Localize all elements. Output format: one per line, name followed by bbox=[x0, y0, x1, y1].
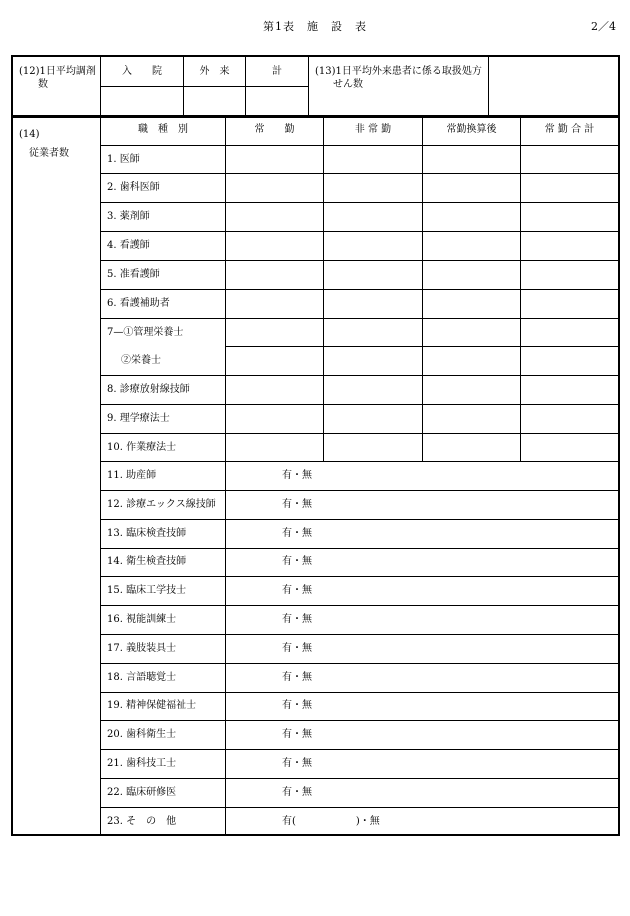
staff-count-input[interactable] bbox=[324, 405, 422, 433]
yes-no-choice[interactable]: 有・無 bbox=[282, 758, 312, 769]
row-label: 4. 看護師 bbox=[107, 240, 150, 251]
staff-count-input[interactable] bbox=[226, 405, 323, 433]
divider bbox=[101, 461, 619, 462]
row-label: 6. 看護補助者 bbox=[107, 298, 170, 309]
row-label: 16. 視能訓練士 bbox=[107, 614, 177, 625]
staff-count-input[interactable] bbox=[226, 319, 323, 346]
divider bbox=[101, 490, 619, 491]
staff-count-input[interactable] bbox=[324, 434, 422, 461]
staff-count-input[interactable] bbox=[521, 405, 619, 433]
yes-no-choice[interactable]: 有・無 bbox=[282, 643, 312, 654]
divider bbox=[101, 576, 619, 577]
prescription-count-input[interactable] bbox=[489, 57, 618, 115]
col-inpatient: 入 院 bbox=[122, 66, 162, 77]
section14-label: (14) bbox=[19, 129, 40, 140]
yes-no-choice[interactable]: 有・無 bbox=[282, 614, 312, 625]
row-label: 13. 臨床検査技師 bbox=[107, 528, 187, 539]
staff-count-input[interactable] bbox=[324, 203, 422, 231]
staff-count-input[interactable] bbox=[226, 290, 323, 318]
section12-label-cont: 数 bbox=[38, 79, 48, 90]
divider bbox=[101, 548, 619, 549]
staff-count-input[interactable] bbox=[423, 261, 520, 289]
row-label: 1. 医師 bbox=[107, 154, 140, 165]
header-converted: 常勤換算後 bbox=[446, 124, 497, 135]
divider bbox=[101, 807, 619, 808]
staff-count-input[interactable] bbox=[226, 261, 323, 289]
staff-count-input[interactable] bbox=[521, 376, 619, 404]
staff-count-input[interactable] bbox=[226, 174, 323, 202]
col-total: 計 bbox=[272, 66, 282, 77]
row-label: 19. 精神保健福祉士 bbox=[107, 700, 197, 711]
row-label: 14. 衛生検査技師 bbox=[107, 556, 187, 567]
yes-no-choice[interactable]: 有・無 bbox=[282, 470, 312, 481]
row-label: 5. 准看護師 bbox=[107, 269, 160, 280]
staff-count-input[interactable] bbox=[423, 146, 520, 173]
row-label: 9. 理学療法士 bbox=[107, 413, 170, 424]
yes-no-choice[interactable]: 有・無 bbox=[282, 556, 312, 567]
row-label: 10. 作業療法士 bbox=[107, 442, 177, 453]
row-label: 17. 義肢装具士 bbox=[107, 643, 177, 654]
staff-count-input[interactable] bbox=[423, 290, 520, 318]
divider bbox=[101, 692, 619, 693]
yes-no-choice[interactable]: 有・無 bbox=[282, 528, 312, 539]
divider bbox=[101, 663, 619, 664]
staff-count-input[interactable] bbox=[226, 203, 323, 231]
section13-label-cont: せん数 bbox=[333, 79, 363, 90]
staff-count-input[interactable] bbox=[423, 203, 520, 231]
yes-no-choice[interactable]: 有・無 bbox=[282, 729, 312, 740]
page-number: 2／4 bbox=[591, 20, 616, 33]
row-label: 7—①管理栄養士 bbox=[107, 327, 184, 338]
row-label: 20. 歯科衛生士 bbox=[107, 729, 177, 740]
divider bbox=[101, 778, 619, 779]
staff-count-input[interactable] bbox=[324, 290, 422, 318]
row-label: 15. 臨床工学技士 bbox=[107, 585, 187, 596]
col-outpatient: 外 来 bbox=[199, 66, 230, 77]
yes-no-choice[interactable]: 有・無 bbox=[282, 787, 312, 798]
page-title: 第1表 施 設 表 bbox=[263, 20, 367, 33]
staff-count-input[interactable] bbox=[324, 319, 422, 346]
yes-no-choice[interactable]: 有・無 bbox=[282, 585, 312, 596]
staff-count-input[interactable] bbox=[521, 261, 619, 289]
staff-count-input[interactable] bbox=[324, 261, 422, 289]
staff-count-input[interactable] bbox=[324, 146, 422, 173]
divider bbox=[101, 634, 619, 635]
yes-no-choice[interactable]: 有・無 bbox=[282, 700, 312, 711]
row-label: 12. 診療エックス線技師 bbox=[107, 499, 216, 510]
staff-count-input[interactable] bbox=[324, 376, 422, 404]
staff-count-input[interactable] bbox=[521, 232, 619, 260]
staff-count-input[interactable] bbox=[521, 203, 619, 231]
row-label: 21. 歯科技工士 bbox=[107, 758, 177, 769]
divider bbox=[101, 749, 619, 750]
row-label: 22. 臨床研修医 bbox=[107, 787, 177, 798]
staff-count-input[interactable] bbox=[521, 146, 619, 173]
divider bbox=[101, 519, 619, 520]
staff-count-input[interactable] bbox=[423, 376, 520, 404]
staff-count-input[interactable] bbox=[324, 174, 422, 202]
staff-count-input[interactable] bbox=[324, 232, 422, 260]
yes-no-choice[interactable]: 有( )・無 bbox=[282, 816, 380, 827]
divider bbox=[100, 117, 101, 835]
staff-count-input[interactable] bbox=[226, 434, 323, 461]
row-label: 3. 薬剤師 bbox=[107, 211, 150, 222]
row-label: 23. そ の 他 bbox=[107, 816, 177, 827]
staff-count-input[interactable] bbox=[521, 319, 619, 346]
section14-label-cont: 従業者数 bbox=[29, 148, 69, 159]
header-parttime: 非 常 勤 bbox=[354, 124, 392, 135]
divider bbox=[101, 720, 619, 721]
staff-count-input[interactable] bbox=[423, 174, 520, 202]
header-fulltime: 常 勤 bbox=[254, 124, 295, 135]
yes-no-choice[interactable]: 有・無 bbox=[282, 499, 312, 510]
staff-count-input[interactable] bbox=[226, 347, 323, 375]
row-label: 8. 診療放射線技師 bbox=[107, 384, 190, 395]
staff-count-input[interactable] bbox=[423, 434, 520, 461]
yes-no-choice[interactable]: 有・無 bbox=[282, 672, 312, 683]
staff-count-input[interactable] bbox=[423, 319, 520, 346]
staff-count-input[interactable] bbox=[423, 232, 520, 260]
staff-count-input[interactable] bbox=[226, 232, 323, 260]
staff-count-input[interactable] bbox=[423, 405, 520, 433]
staff-count-input[interactable] bbox=[324, 347, 422, 375]
section12-label: (12)1日平均調剤 bbox=[19, 66, 96, 77]
staff-count-input[interactable] bbox=[521, 174, 619, 202]
row-label: 11. 助産師 bbox=[107, 470, 157, 481]
divider bbox=[101, 605, 619, 606]
staff-count-input[interactable] bbox=[521, 434, 619, 461]
inpatient-input[interactable] bbox=[101, 87, 183, 115]
header-job-type: 職 種 別 bbox=[138, 124, 188, 135]
row-label: 18. 言語聴覚士 bbox=[107, 672, 177, 683]
header-total: 常 勤 合 計 bbox=[544, 124, 595, 135]
staff-count-input[interactable] bbox=[226, 376, 323, 404]
staff-count-input[interactable] bbox=[521, 347, 619, 375]
staff-count-input[interactable] bbox=[226, 146, 323, 173]
staff-count-input[interactable] bbox=[521, 290, 619, 318]
row-label: 2. 歯科医師 bbox=[107, 182, 160, 193]
section13-label: (13)1日平均外来患者に係る取扱処方 bbox=[315, 66, 482, 77]
outpatient-input[interactable] bbox=[184, 87, 245, 115]
row-label: ②栄養士 bbox=[121, 355, 161, 366]
staff-count-input[interactable] bbox=[423, 347, 520, 375]
total-input[interactable] bbox=[246, 87, 308, 115]
